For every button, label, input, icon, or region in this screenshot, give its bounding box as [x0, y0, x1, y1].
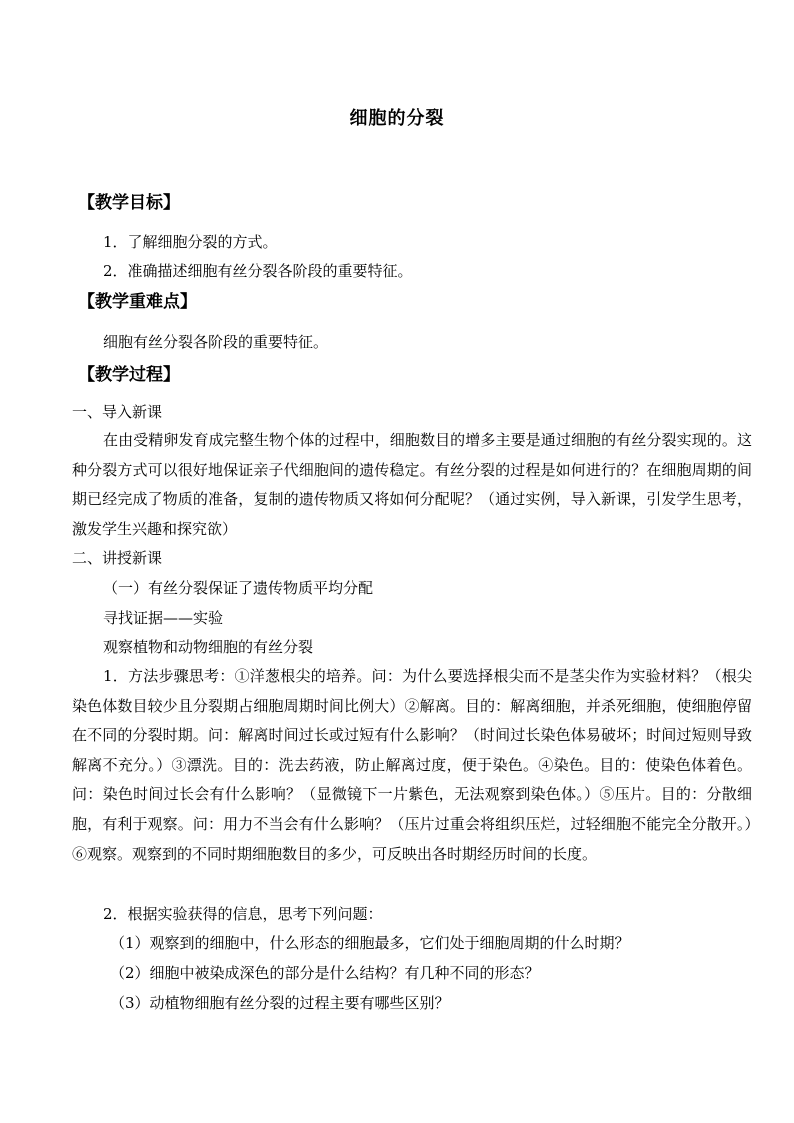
page-title: 细胞的分裂: [349, 108, 445, 129]
key-points-heading: 【教学重难点】: [78, 292, 197, 312]
question-3: （3）动植物细胞有丝分裂的过程主要有哪些区别？: [110, 994, 450, 1012]
evidence-label: 寻找证据——实验: [103, 609, 224, 627]
part2-heading: 二、讲授新课: [72, 549, 163, 567]
goals-heading: 【教学目标】: [78, 193, 180, 213]
process-heading: 【教学过程】: [78, 365, 180, 385]
method-paragraph: 1．方法步骤思考：①洋葱根尖的培养。问：为什么要选择根尖而不是茎尖作为实验材料？（根尖染色体数目较少且分裂期占细胞周期时间比例大）②解离。目的：解离细胞，并杀死细胞，使细胞停留在不同的分裂时期。问：解离时间过长或过短有什么影响？（时间过长染色体易破坏；时间过短则导致解离不充分。）③漂洗。目的：洗去药液，防止解离过度，便于染色。④染色。目的：使染色体着色。问：染色时间过长会有什么影响？（显微镜下一片紫色，无法观察到染色体。）⑤压片。目的：分散细胞，有利于观察。问：用力不当会有什么影响？（压片过重会将组织压烂，过轻细胞不能完全分散开。）⑥观察。观察到的不同时期细胞数目的多少，可反映出各时期经历时间的长度。: [72, 667, 752, 863]
questions-intro: 2．根据实验获得的信息，思考下列问题：: [103, 905, 383, 923]
part1-heading: 一、导入新课: [72, 403, 163, 421]
subsection-1-heading: （一）有丝分裂保证了遗传物质平均分配: [103, 579, 374, 597]
observe-label: 观察植物和动物细胞的有丝分裂: [103, 638, 314, 656]
question-2: （2）细胞中被染成深色的部分是什么结构？有几种不同的形态？: [110, 964, 540, 982]
goal-item-1: 1．了解细胞分裂的方式。: [103, 233, 278, 251]
part1-paragraph: 在由受精卵发育成完整生物个体的过程中，细胞数目的增多主要是通过细胞的有丝分裂实现的。这种分裂方式可以很好地保证亲子代细胞间的遗传稳定。有丝分裂的过程是如何进行的？在细胞周期的间期已经完成了物质的准备，复制的遗传物质又将如何分配呢？（通过实例，导入新课，引发学生思考，激发学生兴趣和探究欲）: [72, 431, 752, 538]
question-1: （1）观察到的细胞中，什么形态的细胞最多，它们处于细胞周期的什么时期？: [110, 934, 630, 952]
goal-item-2: 2．准确描述细胞有丝分裂各阶段的重要特征。: [103, 262, 413, 280]
key-points-text: 细胞有丝分裂各阶段的重要特征。: [103, 333, 329, 351]
